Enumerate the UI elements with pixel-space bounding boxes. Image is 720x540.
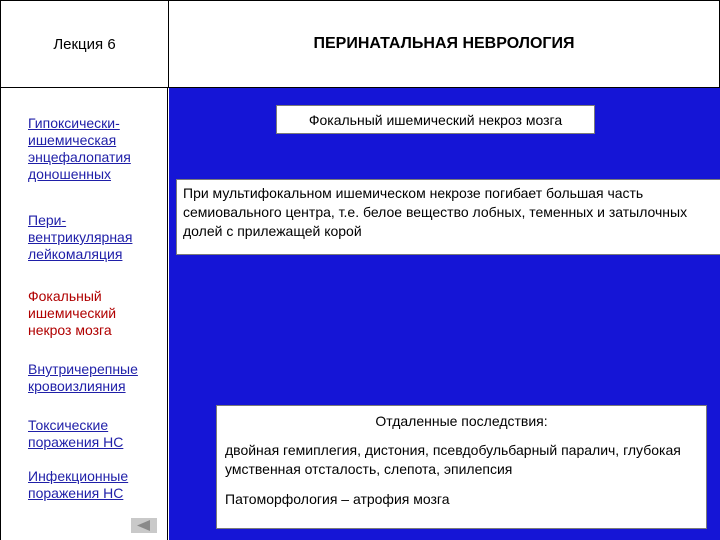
nav-item-focal-necrosis-current: Фокальный ишемический некроз мозга (28, 288, 117, 338)
topic-title-box (276, 105, 595, 134)
nav-item-hemorrhages[interactable]: Внутричерепные кровоизлияния (28, 361, 138, 394)
content-panel (169, 88, 720, 540)
description-text: При мультифокальном ишемическом некрозе погибает большая часть семиовального центра, т.е. белое вещество лобных, теменных и затылочных долей с прилежащей корой (183, 185, 688, 239)
pathology-text: Патоморфология – атрофия мозга (225, 491, 450, 507)
previous-slide-button[interactable] (131, 518, 157, 533)
topic-title: Фокальный ишемический некроз мозга (308, 111, 563, 128)
nav-item-infectious[interactable]: Инфекционные поражения НС (28, 468, 129, 501)
lecture-number (0, 0, 168, 88)
triangle-left-icon (137, 520, 151, 531)
lecture-label: Лекция 6 (53, 35, 116, 53)
lecture-nav (0, 88, 168, 540)
slide-title (168, 0, 720, 88)
effects-title: Отдаленные последствия: (375, 413, 548, 429)
long-term-effects-box (216, 405, 707, 529)
slide-title-text: ПЕРИНАТАЛЬНАЯ НЕВРОЛОГИЯ (313, 35, 575, 52)
nav-item-hypoxic-ischemic[interactable]: Гипоксически-ишемическая энцефалопатия доношенных (28, 115, 131, 182)
nav-item-toxic[interactable]: Токсические поражения НС (28, 417, 124, 450)
description-box (176, 179, 720, 255)
effects-text: двойная гемиплегия, дистония, псевдобульбарный паралич, глубокая умственная отсталость, слепота, эпилепсия (225, 442, 681, 477)
nav-item-periventricular[interactable]: Пери-вентрикулярная лейкомаляция (28, 212, 133, 262)
